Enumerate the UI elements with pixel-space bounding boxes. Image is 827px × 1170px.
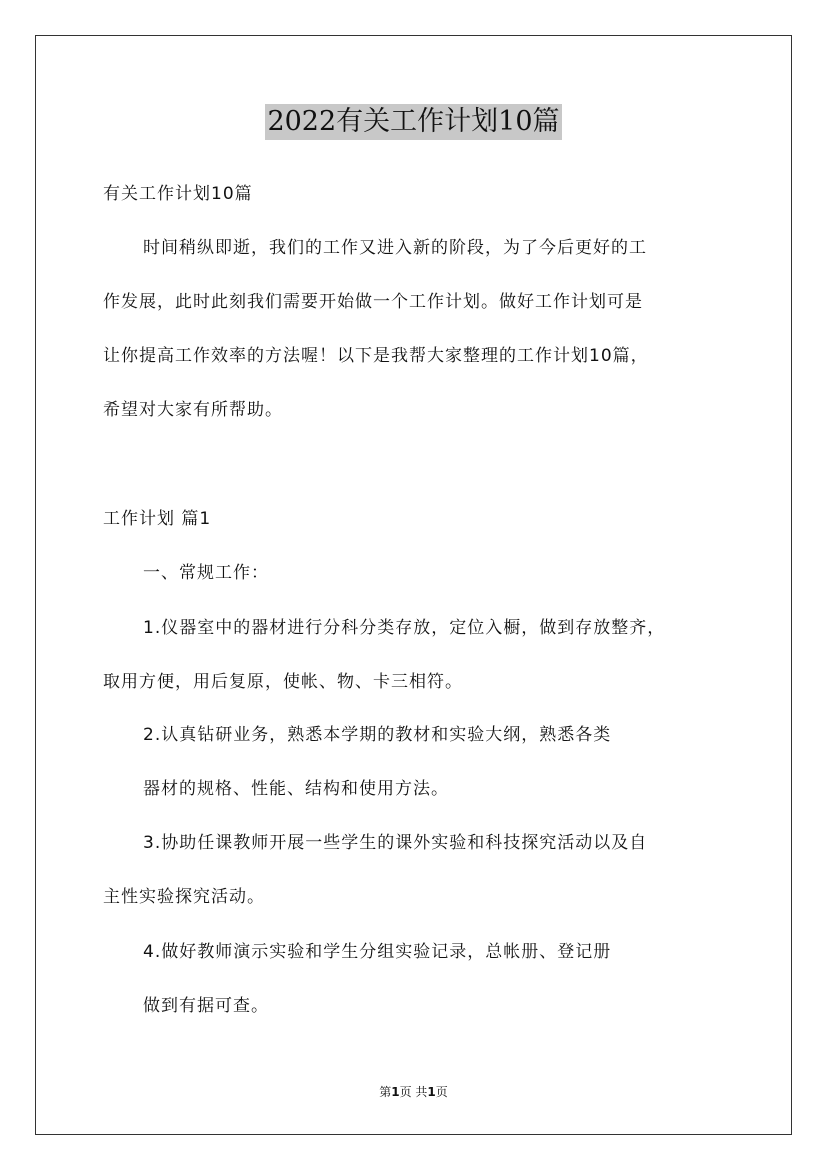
document-title: 2022有关工作计划10篇 bbox=[265, 104, 561, 140]
title-container bbox=[0, 104, 827, 140]
item-line-5: 3.协助任课教师开展一些学生的课外实验和科技探究活动以及自 bbox=[143, 833, 648, 853]
footer-mid: 页 共 bbox=[399, 1085, 428, 1099]
document-subtitle: 有关工作计划10篇 bbox=[103, 184, 253, 204]
intro-line-3: 让你提高工作效率的方法喔！以下是我帮大家整理的工作计划10篇， bbox=[103, 346, 649, 366]
footer-current-page: 1 bbox=[391, 1085, 400, 1099]
subsection-heading: 一、常规工作： bbox=[143, 563, 269, 583]
section-heading: 工作计划 篇1 bbox=[103, 509, 212, 529]
footer-prefix: 第 bbox=[379, 1085, 392, 1099]
intro-line-2: 作发展，此时此刻我们需要开始做一个工作计划。做好工作计划可是 bbox=[103, 292, 643, 312]
item-line-2: 取用方便，用后复原，使帐、物、卡三相符。 bbox=[103, 672, 463, 692]
item-line-4: 器材的规格、性能、结构和使用方法。 bbox=[143, 779, 449, 799]
item-line-6: 主性实验探究活动。 bbox=[103, 887, 265, 907]
item-line-1: 1.仪器室中的器材进行分科分类存放，定位入橱，做到存放整齐， bbox=[143, 618, 666, 638]
footer-suffix: 页 bbox=[435, 1085, 448, 1099]
intro-line-1: 时间稍纵即逝，我们的工作又进入新的阶段，为了今后更好的工 bbox=[143, 238, 647, 258]
item-line-3: 2.认真钻研业务，熟悉本学期的教材和实验大纲，熟悉各类 bbox=[143, 725, 612, 745]
footer-total-pages: 1 bbox=[427, 1085, 436, 1099]
item-line-8: 做到有据可查。 bbox=[143, 996, 269, 1016]
page-footer bbox=[0, 1083, 827, 1100]
intro-line-4: 希望对大家有所帮助。 bbox=[103, 400, 283, 420]
item-line-7: 4.做好教师演示实验和学生分组实验记录，总帐册、登记册 bbox=[143, 942, 612, 962]
